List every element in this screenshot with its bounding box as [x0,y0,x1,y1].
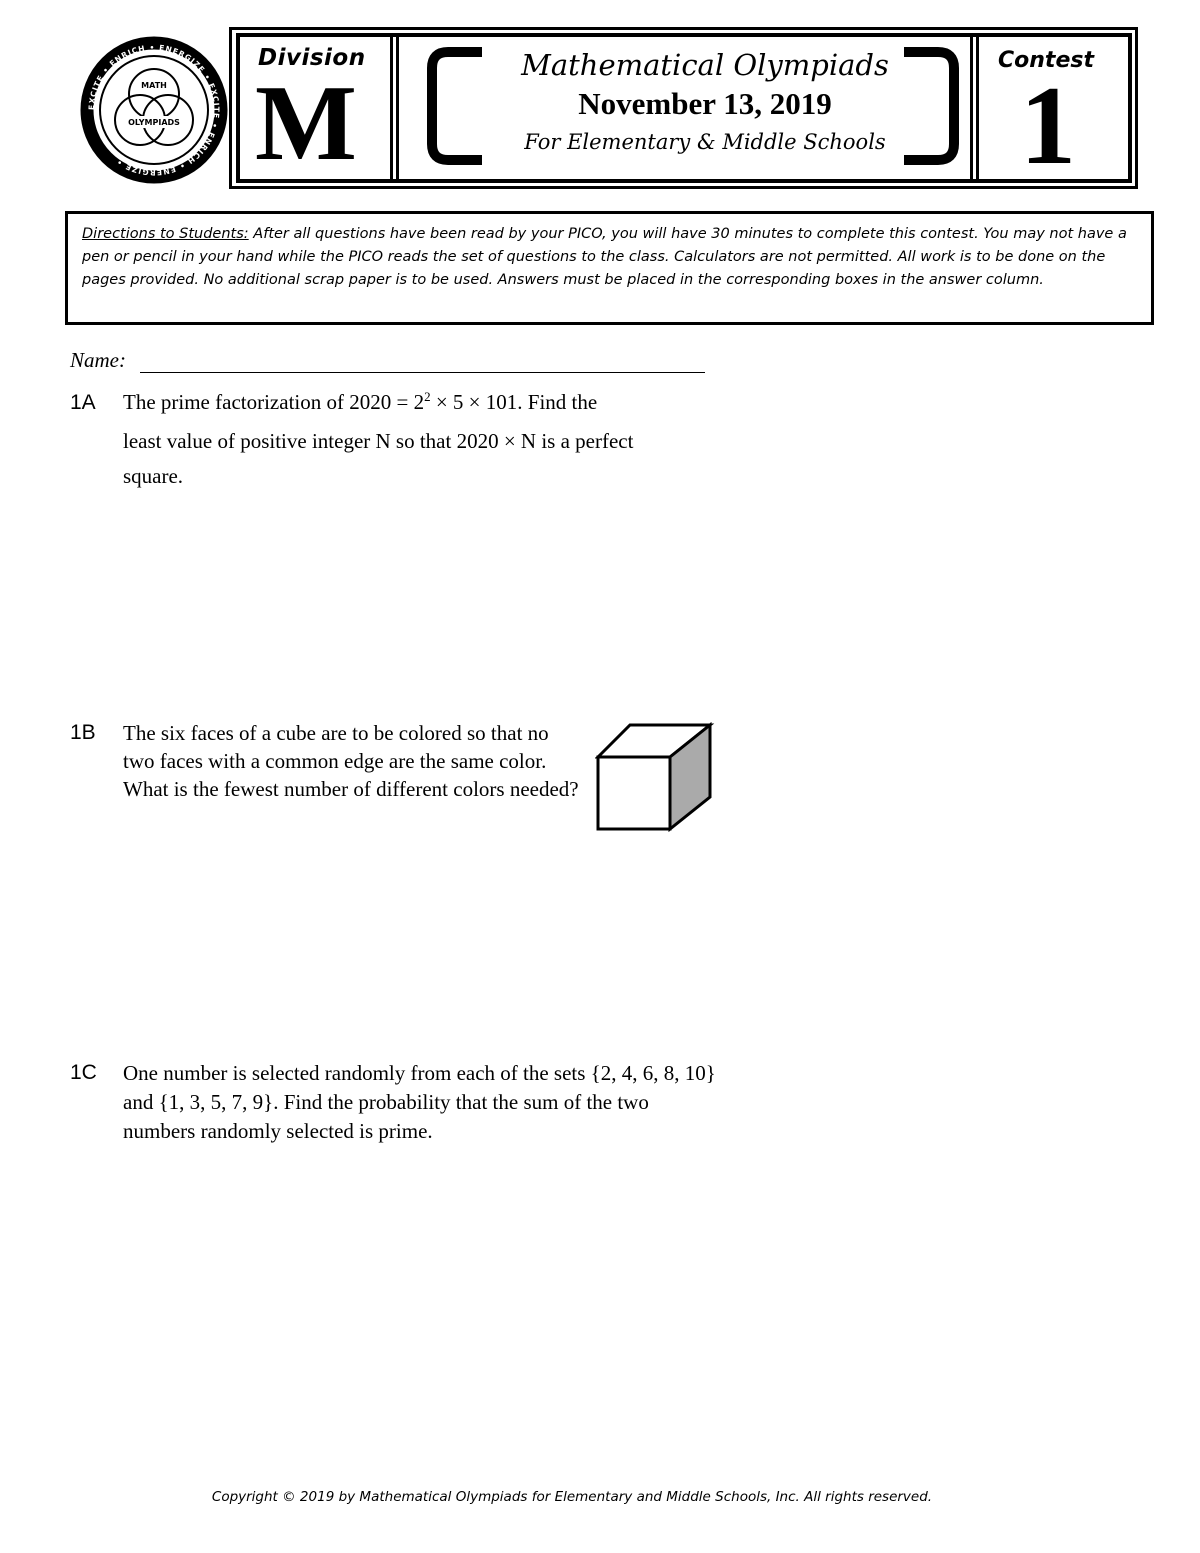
question-1a-line-1 [123,389,597,415]
header-divider-left [390,36,393,180]
division-label: Division [258,45,366,71]
contest-number: 1 [1020,64,1076,188]
logo-olympiads-word: OLYMPIADS [128,118,180,127]
question-1c-text: One number is selected randomly from each of the sets {2, 4, 6, 8, 10} and {1, 3, 5, 7, 9}. Find the probability that the sum of the two numbers randomly selected is prime. [123,1061,716,1143]
math-olympiads-logo [80,36,228,184]
name-field-line[interactable] [140,372,705,373]
left-bracket-icon [420,44,490,168]
q1a-text-part-1: The prime factorization of 2020 = 2 [123,390,425,414]
header-divider-right [970,36,973,180]
question-1a-line-3: square. [123,464,184,488]
contest-title: Mathematical Olympiads [521,48,889,82]
contest-date: November 13, 2019 [578,86,832,121]
right-bracket-icon [896,44,966,168]
question-1a-line-2: least value of positive integer N so that 2020 × N is a perfect [123,429,634,453]
logo-math-word: MATH [141,81,167,90]
directions-label: Directions to Students: [82,226,249,242]
q1a-text-part-2: × 5 × 101. Find the [430,390,598,414]
q1a-exponent: 2 [424,389,431,404]
directions-box [65,211,1154,325]
division-letter: M [255,64,355,183]
header-divider-left-2 [396,36,399,180]
question-1a-number: 1A [70,391,96,414]
question-1c-number: 1C [70,1061,97,1084]
contest-subtitle: For Elementary & Middle Schools [524,130,886,154]
name-label: Name: [70,348,126,372]
question-1b-number: 1B [70,721,96,744]
header-divider-right-2 [976,36,979,180]
svg-text:EXCITE • ENRICH • ENERGIZE • E: EXCITE • ENRICH • ENERGIZE • EXCITE • ENRICH • ENERGIZE • [86,42,222,178]
question-1b-text: The six faces of a cube are to be colored so that no two faces with a common edge are the same color. What is the fewest number of different colors needed? [123,721,579,801]
cube-front-face [598,757,670,829]
cube-diagram [595,722,715,834]
directions-text: After all questions have been read by your PICO, you will have 30 minutes to complete this contest. You may not have a pen or pencil in your hand while the PICO reads the set of questions to the class. Calculators are not permitted. All work is to be done on the pages provided. No additional scrap paper is to be used. Answers must be placed in the corresponding boxes in the answer column. [82,226,1127,288]
contest-label: Contest [998,48,1094,73]
copyright-notice: Copyright © 2019 by Mathematical Olympiads for Elementary and Middle Schools, Inc. All rights reserved. [211,1489,933,1505]
